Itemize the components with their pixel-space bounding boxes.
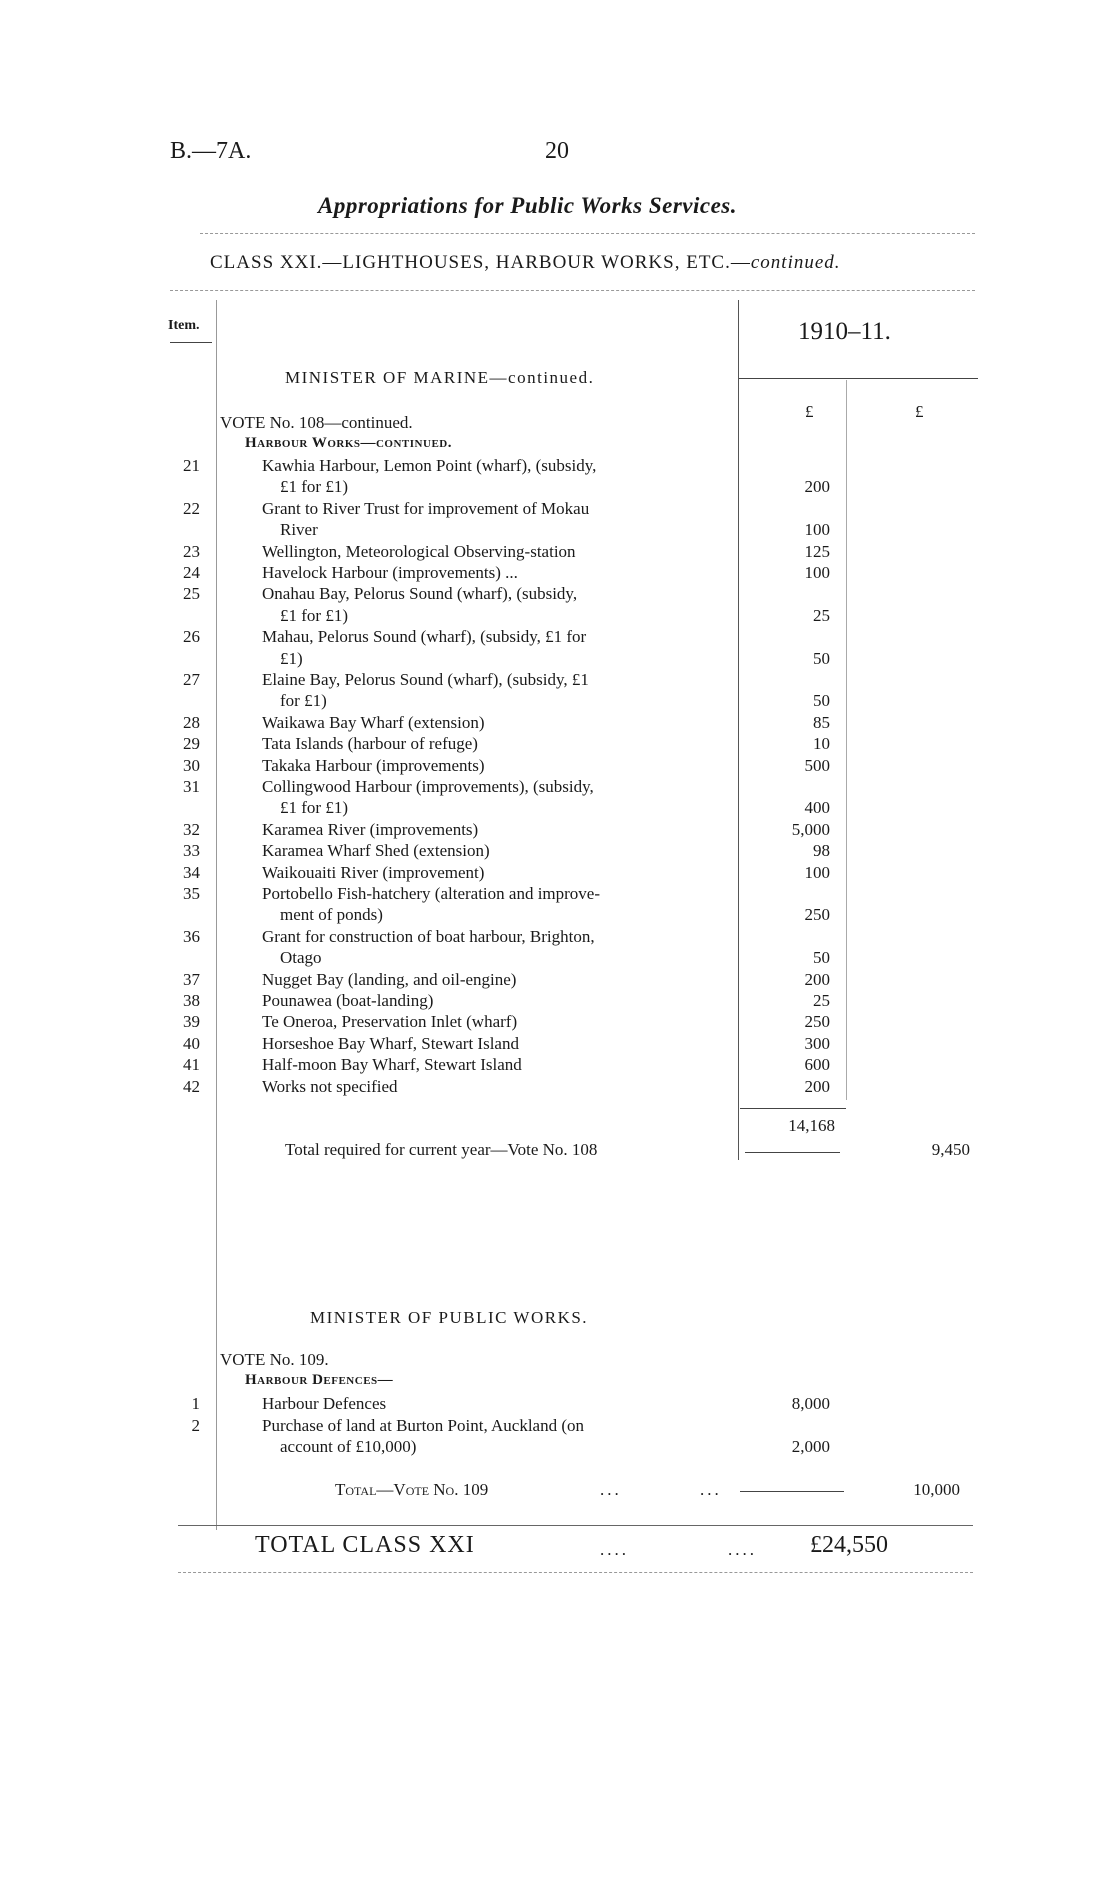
pound-column-1-header: £: [805, 402, 814, 421]
description-column-rule: [738, 300, 739, 1160]
vote-108-total: 9,450: [931, 1140, 970, 1159]
item-number: 38: [183, 991, 200, 1010]
item-amount: 5,000: [791, 819, 830, 839]
item-number: 30: [183, 755, 200, 775]
item-description: Half-moon Bay Wharf, Stewart Island: [262, 1055, 522, 1075]
item-description: Te Oneroa, Preservation Inlet (wharf): [262, 1012, 518, 1032]
item-number: 28: [183, 712, 200, 732]
item-amount: 100: [804, 862, 830, 882]
item-amount: 250: [804, 905, 830, 925]
item-number: 32: [183, 819, 200, 839]
item-description-continued: ment of ponds): [280, 905, 383, 925]
item-description: Mahau, Pelorus Sound (wharf), (subsidy, £1 for: [262, 627, 587, 647]
item-amount: 50: [813, 648, 830, 668]
item-number: 42: [183, 1076, 200, 1096]
item-number: 2: [191, 1415, 200, 1435]
item-description: Pounawea (boat-landing): [262, 991, 434, 1010]
vote-108-subtotal: 14,168: [788, 1116, 835, 1135]
item-amount: 100: [804, 563, 830, 582]
item-number: 29: [183, 734, 200, 754]
item-description: Karamea River (improvements): [262, 819, 479, 839]
item-number: 35: [183, 884, 200, 903]
item-amount: 98: [813, 841, 830, 861]
item-description: Elaine Bay, Pelorus Sound (wharf), (subsidy, £1: [262, 670, 589, 689]
item-description: Havelock Harbour (improvements) ...: [262, 563, 518, 582]
vote-108-heading: VOTE No. 108—continued.: [220, 413, 413, 432]
item-description: Takaka Harbour (improvements): [262, 755, 485, 775]
page-number: 20: [545, 138, 569, 164]
vote-109-total-dots-1: ...: [600, 1480, 622, 1499]
item-description-continued: River: [280, 520, 318, 540]
item-description: Waikawa Bay Wharf (extension): [262, 712, 485, 732]
item-description: Works not specified: [262, 1076, 398, 1096]
item-number: 22: [183, 498, 200, 518]
subtotal-rule: [740, 1108, 846, 1109]
item-amount: 25: [813, 991, 830, 1010]
class-divider: [170, 290, 975, 291]
year-header-rule: [738, 378, 978, 379]
class-total-dots-1: ....: [600, 1540, 629, 1559]
amount-column-rule: [846, 380, 847, 1100]
item-number: 34: [183, 862, 200, 882]
item-description: Grant to River Trust for improvement of Mokau: [262, 498, 590, 518]
class-title-continued: continued.: [750, 252, 841, 273]
item-description-continued: account of £10,000): [280, 1437, 417, 1456]
item-description: Onahau Bay, Pelorus Sound (wharf), (subsidy,: [262, 584, 578, 604]
item-amount: 50: [813, 948, 830, 968]
item-amount: 200: [804, 1076, 830, 1096]
item-number: 27: [183, 670, 200, 689]
item-number: 21: [183, 456, 200, 475]
item-description: Kawhia Harbour, Lemon Point (wharf), (subsidy,: [262, 456, 597, 475]
item-number: 37: [183, 969, 200, 989]
item-amount: 25: [813, 605, 830, 625]
item-description: Waikouaiti River (improvement): [262, 862, 485, 882]
item-description: Wellington, Meteorological Observing-station: [262, 541, 576, 561]
item-description: Purchase of land at Burton Point, Auckland (on: [262, 1415, 585, 1435]
item-description: Karamea Wharf Shed (extension): [262, 841, 490, 861]
harbour-works-subheading: Harbour Works—continued.: [245, 435, 452, 451]
item-amount: 400: [804, 798, 830, 818]
class-title-main: CLASS XXI.—LIGHTHOUSES, HARBOUR WORKS, ETC.—: [210, 252, 751, 273]
item-header-underline: [170, 342, 212, 343]
item-column-rule: [216, 300, 217, 1530]
vote-109-total: 10,000: [913, 1480, 960, 1499]
class-total-bottom-rule: [178, 1572, 973, 1573]
item-description-continued: £1 for £1): [280, 798, 348, 818]
item-number: 36: [183, 926, 200, 946]
item-description-continued: £1 for £1): [280, 477, 348, 497]
item-amount: 100: [804, 520, 830, 540]
class-title: [210, 252, 841, 274]
document-reference: B.—7A.: [170, 138, 252, 164]
item-description: Horseshoe Bay Wharf, Stewart Island: [262, 1033, 519, 1053]
vote-108-total-label: Total required for current year—Vote No. 108: [285, 1140, 598, 1159]
item-amount: 50: [813, 691, 830, 711]
item-number: 31: [183, 777, 200, 796]
item-amount: 85: [813, 712, 830, 732]
item-number: 25: [183, 584, 200, 604]
item-amount: 125: [804, 541, 830, 561]
class-total-value: £24,550: [810, 1532, 888, 1558]
minister-heading-public-works: MINISTER OF PUBLIC WORKS.: [310, 1308, 589, 1327]
item-number: 1: [191, 1394, 200, 1413]
vote-109-total-rule: [740, 1491, 844, 1492]
item-number: 40: [183, 1033, 200, 1053]
item-amount: 250: [804, 1012, 830, 1032]
item-amount: 8,000: [791, 1394, 830, 1413]
vote-109-heading: VOTE No. 109.: [220, 1350, 329, 1369]
item-number: 23: [183, 541, 200, 561]
item-description: Nugget Bay (landing, and oil-engine): [262, 969, 517, 989]
item-number: 41: [183, 1055, 200, 1075]
item-amount: 300: [804, 1033, 830, 1053]
item-number: 26: [183, 627, 200, 647]
class-total-label: TOTAL CLASS XXI: [255, 1532, 475, 1558]
item-column-header: Item.: [168, 318, 200, 333]
vote-109-total-label: Total—Vote No. 109: [335, 1480, 489, 1499]
minister-heading-marine: MINISTER OF MARINE—continued.: [285, 368, 595, 387]
item-number: 24: [183, 563, 200, 582]
year-header: 1910–11.: [798, 318, 891, 345]
item-description-continued: £1): [280, 648, 303, 668]
item-description: Tata Islands (harbour of refuge): [262, 734, 478, 754]
title-divider: [200, 233, 975, 234]
class-total-top-rule: [178, 1525, 973, 1526]
item-amount: 2,000: [791, 1437, 830, 1456]
vote-108-total-rule: [745, 1152, 840, 1153]
harbour-defences-subheading: Harbour Defences—: [245, 1372, 394, 1388]
vote-109-total-dots-2: ...: [700, 1480, 722, 1499]
item-description: Portobello Fish-hatchery (alteration and improve-: [262, 884, 601, 903]
item-amount: 200: [804, 477, 830, 497]
item-amount: 10: [813, 734, 830, 754]
item-description: Grant for construction of boat harbour, Brighton,: [262, 926, 595, 946]
item-description-continued: Otago: [280, 948, 322, 968]
item-description: Collingwood Harbour (improvements), (subsidy,: [262, 777, 594, 796]
item-description-continued: for £1): [280, 691, 327, 711]
page-title: Appropriations for Public Works Services.: [318, 193, 737, 218]
pound-column-2-header: £: [915, 402, 924, 421]
item-amount: 500: [804, 755, 830, 775]
item-description-continued: £1 for £1): [280, 605, 348, 625]
item-number: 33: [183, 841, 200, 861]
class-total-dots-2: ....: [728, 1540, 757, 1559]
item-amount: 200: [804, 969, 830, 989]
item-number: 39: [183, 1012, 200, 1032]
item-amount: 600: [804, 1055, 830, 1075]
item-description: Harbour Defences: [262, 1394, 387, 1413]
